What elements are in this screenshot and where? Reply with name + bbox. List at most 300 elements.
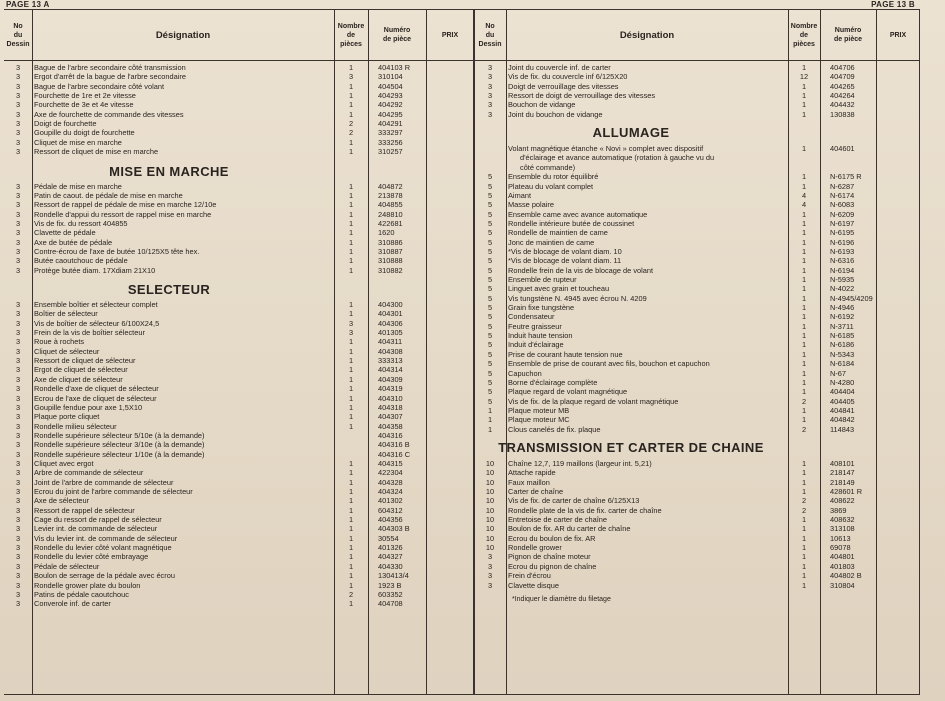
drawing-number-cell: 1 xyxy=(487,424,493,434)
table-row xyxy=(4,534,474,543)
table-row xyxy=(474,543,920,552)
designation-cell: Vis de boîtier de sélecteur 6/100X24,5 xyxy=(34,318,160,328)
part-number-cell: 404356 xyxy=(378,515,403,525)
drawing-number-cell: 3 xyxy=(15,346,21,356)
drawing-number-cell: 3 xyxy=(15,81,21,91)
table-row xyxy=(474,506,920,515)
table-row xyxy=(474,331,920,340)
designation-cell: Vis tungstène N. 4945 avec écrou N. 4209 xyxy=(508,293,647,303)
drawing-number-cell: 5 xyxy=(487,190,493,200)
table-row xyxy=(474,219,920,228)
part-number-cell: N-5343 xyxy=(830,349,855,359)
quantity-cell: 1 xyxy=(348,356,354,366)
table-row xyxy=(4,110,474,119)
designation-cell: Ensemble du rotor équilibré xyxy=(508,172,599,182)
table-row xyxy=(4,337,474,346)
table-row xyxy=(4,450,474,459)
table-row xyxy=(4,459,474,468)
drawing-number-cell: 5 xyxy=(487,237,493,247)
part-number-cell: 401326 xyxy=(378,543,403,553)
designation-cell: Patins de pédale caoutchouc xyxy=(34,589,129,599)
part-number-cell: N-6193 xyxy=(830,246,855,256)
drawing-number-cell: 10 xyxy=(485,468,495,478)
designation-cell: Frein de la vis de boîtier sélecteur xyxy=(34,328,145,338)
designation-cell: Joint du couvercle inf. de carter xyxy=(508,63,611,72)
part-number-cell: 404358 xyxy=(378,421,403,431)
drawing-number-cell: 1 xyxy=(487,415,493,425)
quantity-cell: 1 xyxy=(348,190,354,200)
designation-cell: Aimant xyxy=(508,190,532,200)
table-row xyxy=(4,365,474,374)
quantity-cell: 1 xyxy=(801,524,807,534)
quantity-cell: 1 xyxy=(348,552,354,562)
table-row xyxy=(474,581,920,590)
designation-cell: Joint de l'arbre de commande de sélecteur xyxy=(34,477,174,487)
drawing-number-cell: 3 xyxy=(487,561,493,571)
table-row xyxy=(474,247,920,256)
part-number-cell: 218147 xyxy=(830,468,855,478)
header-no-dessin: No du Dessin xyxy=(478,22,502,48)
right-table-body xyxy=(474,61,920,695)
table-row xyxy=(474,191,920,200)
part-number-cell: N-6197 xyxy=(830,218,855,228)
quantity-cell: 1 xyxy=(801,284,807,294)
designation-cell: Vis de fix. du couvercle inf 6/125X20 xyxy=(508,72,628,82)
quantity-cell: 1 xyxy=(348,599,354,609)
quantity-cell: 1 xyxy=(801,100,807,110)
drawing-number-cell: 5 xyxy=(487,303,493,313)
designation-cell: Ecrou de l'axe de cliquet de sélecteur xyxy=(34,393,157,403)
designation-cell: Cage du ressort de rappel de sélecteur xyxy=(34,515,162,525)
drawing-number-cell: 1 xyxy=(487,405,493,415)
part-number-cell: 30554 xyxy=(378,533,399,543)
header-designation: Désignation xyxy=(155,29,211,41)
drawing-number-cell: 3 xyxy=(15,468,21,478)
designation-cell: Rondelle grower xyxy=(508,543,562,553)
part-number-cell: 130413/4 xyxy=(378,571,409,581)
drawing-number-cell: 3 xyxy=(15,571,21,581)
drawing-number-cell: 3 xyxy=(15,487,21,496)
quantity-cell: 1 xyxy=(348,505,354,515)
part-number-cell: N-6196 xyxy=(830,237,855,247)
part-number-cell: 404308 xyxy=(378,346,403,356)
header-prix: PRIX xyxy=(889,31,907,39)
drawing-number-cell: 5 xyxy=(487,349,493,359)
table-row xyxy=(4,478,474,487)
part-number-cell: 404601 xyxy=(830,144,855,154)
part-number-cell: N-6175 R xyxy=(830,172,862,182)
drawing-number-cell: 3 xyxy=(15,309,21,319)
quantity-cell: 1 xyxy=(801,477,807,487)
designation-cell: Ecrou du joint de l'arbre commande de sélecteur xyxy=(34,487,193,496)
designation-cell: Induit d'éclairage xyxy=(508,340,564,350)
part-number-cell: 404315 xyxy=(378,458,403,468)
drawing-number-cell: 3 xyxy=(487,91,493,101)
drawing-number-cell: 3 xyxy=(15,505,21,515)
drawing-number-cell: 3 xyxy=(15,580,21,590)
drawing-number-cell: 3 xyxy=(15,300,21,309)
part-number-cell: 1923 B xyxy=(378,580,402,590)
table-row xyxy=(4,515,474,524)
table-row xyxy=(474,200,920,209)
table-row xyxy=(4,440,474,449)
drawing-number-cell: 3 xyxy=(15,402,21,412)
designation-cell: Grain fixe tungstène xyxy=(508,303,575,313)
part-number-cell: N-6184 xyxy=(830,359,855,369)
part-number-cell: N-6174 xyxy=(830,190,855,200)
quantity-cell: 1 xyxy=(348,458,354,468)
part-number-cell: 404307 xyxy=(378,412,403,422)
table-row xyxy=(474,378,920,387)
drawing-number-cell: 5 xyxy=(487,312,493,322)
designation-cell: Plaque moteur MB xyxy=(508,405,570,415)
table-row xyxy=(474,459,920,468)
quantity-cell: 1 xyxy=(348,237,354,247)
quantity-cell: 1 xyxy=(348,256,354,266)
quantity-cell: 1 xyxy=(348,477,354,487)
drawing-number-cell: 3 xyxy=(15,365,21,375)
designation-cell: Plaque porte cliquet xyxy=(34,412,100,422)
table-row xyxy=(4,128,474,137)
designation-cell: Linguet avec grain et toucheau xyxy=(508,284,610,294)
section-title: TRANSMISSION ET CARTER DE CHAINE xyxy=(498,439,764,455)
designation-cell: Patin de caout. de pédale de mise en marche xyxy=(34,190,183,200)
part-number-cell: 310257 xyxy=(378,147,403,157)
drawing-number-cell: 5 xyxy=(487,396,493,406)
quantity-cell: 1 xyxy=(801,265,807,275)
section-title: ALLUMAGE xyxy=(592,125,670,141)
part-number-cell: 404801 xyxy=(830,552,855,562)
drawing-number-cell: 3 xyxy=(15,393,21,403)
designation-cell: Contre-écrou de l'axe de butée 10/125X5 tête hex. xyxy=(34,246,200,256)
part-number-cell: 401302 xyxy=(378,496,403,506)
part-number-cell: 69078 xyxy=(830,543,851,553)
table-row xyxy=(474,515,920,524)
part-number-cell: N-3711 xyxy=(830,321,854,331)
drawing-number-cell: 3 xyxy=(15,256,21,266)
table-row xyxy=(4,309,474,318)
quantity-cell: 1 xyxy=(801,237,807,247)
table-row xyxy=(4,562,474,571)
footnote: *Indiquer le diamètre du filetage xyxy=(512,595,611,603)
quantity-cell: 1 xyxy=(801,387,807,397)
table-row xyxy=(474,228,920,237)
designation-cell: Chaîne 12,7, 119 maillons (largeur int. 5,21) xyxy=(508,458,652,468)
quantity-cell: 1 xyxy=(801,312,807,322)
part-number-cell: 310887 xyxy=(378,246,403,256)
table-row xyxy=(4,182,474,191)
part-number-cell: 404265 xyxy=(830,81,855,91)
drawing-number-cell: 3 xyxy=(15,119,21,129)
part-number-cell: 404310 xyxy=(378,393,403,403)
part-number-cell: N-4945/4209 xyxy=(830,293,873,303)
designation-cell: Cliquet de sélecteur xyxy=(34,346,100,356)
designation-cell: Rondelle de maintien de came xyxy=(508,228,608,238)
quantity-cell: 1 xyxy=(801,228,807,238)
part-number-cell: 404291 xyxy=(378,119,403,129)
drawing-number-cell: 10 xyxy=(485,524,495,534)
table-row xyxy=(474,110,920,119)
drawing-number-cell: 5 xyxy=(487,200,493,210)
table-row xyxy=(474,406,920,415)
designation-cell: Pédale de sélecteur xyxy=(34,561,100,571)
designation-cell: Ensemble boîtier et sélecteur complet xyxy=(34,300,158,309)
designation-cell: Fourchette de 1re et 2e vitesse xyxy=(34,91,136,101)
table-row xyxy=(474,312,920,321)
table-row xyxy=(4,394,474,403)
part-number-cell: 404319 xyxy=(378,384,403,394)
drawing-number-cell: 3 xyxy=(487,63,493,72)
table-row xyxy=(474,303,920,312)
designation-cell: Rondelle intérieure butée de coussinet xyxy=(508,218,635,228)
drawing-number-cell: 3 xyxy=(15,209,21,219)
designation-cell: Rondelle du levier côté embrayage xyxy=(34,552,149,562)
designation-cell: Vis du levier int. de commande de sélecteur xyxy=(34,533,178,543)
designation-cell: Ensemble de prise de courant avec fils, bouchon et capuchon xyxy=(508,359,710,369)
part-number-cell: 404300 xyxy=(378,300,403,309)
quantity-cell: 1 xyxy=(801,172,807,182)
table-row xyxy=(474,172,920,181)
drawing-number-cell: 5 xyxy=(487,340,493,350)
drawing-number-cell: 3 xyxy=(15,228,21,238)
part-number-cell: 114843 xyxy=(830,424,855,434)
part-number-cell: 404324 xyxy=(378,487,403,496)
quantity-cell: 1 xyxy=(348,91,354,101)
drawing-number-cell: 3 xyxy=(15,533,21,543)
drawing-number-cell: 5 xyxy=(487,218,493,228)
drawing-number-cell: 3 xyxy=(15,496,21,506)
table-row xyxy=(474,266,920,275)
table-row xyxy=(474,534,920,543)
drawing-number-cell: 3 xyxy=(15,449,21,459)
designation-cell: Rondelle supérieure sélecteur 5/10e (à la demande) xyxy=(34,430,205,440)
quantity-cell: 1 xyxy=(348,571,354,581)
quantity-cell: 2 xyxy=(348,119,354,129)
table-row xyxy=(4,72,474,81)
table-row xyxy=(474,72,920,81)
drawing-number-cell: 3 xyxy=(15,147,21,157)
table-row xyxy=(4,356,474,365)
part-number-cell: 404295 xyxy=(378,109,403,119)
quantity-cell: 1 xyxy=(801,405,807,415)
drawing-number-cell: 5 xyxy=(487,377,493,387)
quantity-cell: 1 xyxy=(801,144,807,154)
quantity-cell: 1 xyxy=(348,384,354,394)
drawing-number-cell: 3 xyxy=(15,458,21,468)
part-number-cell: 428601 R xyxy=(830,487,863,496)
part-number-cell: N-5935 xyxy=(830,275,855,284)
drawing-number-cell: 10 xyxy=(485,477,495,487)
designation-cell: Frein d'écrou xyxy=(508,571,551,581)
designation-cell: Ressort de rappel de pédale de mise en marche 12/10e xyxy=(34,200,217,210)
quantity-cell: 1 xyxy=(801,331,807,341)
quantity-cell: 1 xyxy=(348,265,354,275)
drawing-number-cell: 3 xyxy=(15,91,21,101)
part-number-cell: 333256 xyxy=(378,137,403,147)
table-row xyxy=(4,347,474,356)
part-number-cell: 404405 xyxy=(830,396,855,406)
part-number-cell: N-4022 xyxy=(830,284,855,294)
designation-cell: Bouchon de vidange xyxy=(508,100,576,110)
table-row xyxy=(474,350,920,359)
quantity-cell: 1 xyxy=(348,309,354,319)
designation-cell: Vis de fix. du ressort 404855 xyxy=(34,218,128,228)
table-row xyxy=(4,91,474,100)
quantity-cell: 1 xyxy=(348,137,354,147)
designation-cell: Plateau du volant complet xyxy=(508,181,594,191)
part-number-cell: 310104 xyxy=(378,72,403,82)
quantity-cell: 1 xyxy=(348,515,354,525)
quantity-cell: 1 xyxy=(348,487,354,496)
designation-cell: Cliquet de mise en marche xyxy=(34,137,122,147)
drawing-number-cell: 3 xyxy=(15,63,21,72)
part-number-cell: 404708 xyxy=(378,599,403,609)
table-header xyxy=(474,9,920,61)
quantity-cell: 1 xyxy=(348,524,354,534)
quantity-cell: 1 xyxy=(801,275,807,284)
designation-cell: Boulon de fix. AR du carter de chaîne xyxy=(508,524,631,534)
table-row xyxy=(474,284,920,293)
quantity-cell: 1 xyxy=(801,415,807,425)
table-row xyxy=(474,82,920,91)
drawing-number-cell: 3 xyxy=(487,571,493,581)
drawing-number-cell: 3 xyxy=(487,580,493,590)
designation-cell: Vis de fix. de carter de chaîne 6/125X13 xyxy=(508,496,640,506)
drawing-number-cell: 5 xyxy=(487,293,493,303)
part-number-cell: 130838 xyxy=(830,109,855,119)
table-row xyxy=(4,238,474,247)
drawing-number-cell: 3 xyxy=(487,81,493,91)
quantity-cell: 1 xyxy=(348,421,354,431)
designation-cell: Converole inf. de carter xyxy=(34,599,111,609)
part-number-cell: 404306 xyxy=(378,318,403,328)
part-number-cell: 404706 xyxy=(830,63,855,72)
designation-cell: Condensateur xyxy=(508,312,555,322)
designation-cell: Butée caoutchouc de pédale xyxy=(34,256,128,266)
part-number-cell: 404327 xyxy=(378,552,403,562)
quantity-cell: 1 xyxy=(348,533,354,543)
part-number-cell: 404504 xyxy=(378,81,403,91)
designation-line: Volant magnétique étanche « Novi » complet avec dispositif xyxy=(508,144,704,154)
table-row xyxy=(4,247,474,256)
drawing-number-cell: 5 xyxy=(487,284,493,294)
designation-cell: Rondelle milieu sélecteur xyxy=(34,421,117,431)
header-numero-piece: Numéro de pièce xyxy=(382,27,411,43)
part-number-cell: 310888 xyxy=(378,256,403,266)
designation-cell: *Vis de blocage de volant diam. 11 xyxy=(508,256,622,266)
designation-cell: Goupille fendue pour axe 1,5X10 xyxy=(34,402,143,412)
designation-cell: Carter de chaîne xyxy=(508,487,564,496)
part-number-cell: 404842 xyxy=(830,415,855,425)
quantity-cell: 1 xyxy=(801,515,807,525)
drawing-number-cell: 5 xyxy=(487,331,493,341)
drawing-number-cell: 3 xyxy=(15,440,21,450)
part-number-cell: 404103 R xyxy=(378,63,411,72)
drawing-number-cell: 10 xyxy=(485,487,495,496)
table-row xyxy=(474,397,920,406)
quantity-cell: 1 xyxy=(801,468,807,478)
drawing-number-cell: 10 xyxy=(485,505,495,515)
quantity-cell: 1 xyxy=(801,552,807,562)
quantity-cell: 1 xyxy=(348,228,354,238)
drawing-number-cell: 3 xyxy=(15,181,21,191)
designation-cell: Levier int. de commande de sélecteur xyxy=(34,524,158,534)
quantity-cell: 12 xyxy=(799,72,809,82)
drawing-number-cell: 3 xyxy=(487,100,493,110)
table-row xyxy=(474,425,920,434)
drawing-number-cell: 5 xyxy=(487,359,493,369)
designation-cell: Ergot d'arrêt de la bague de l'arbre secondaire xyxy=(34,72,186,82)
drawing-number-cell: 5 xyxy=(487,246,493,256)
quantity-cell: 1 xyxy=(348,468,354,478)
designation-cell: Capuchon xyxy=(508,368,542,378)
drawing-number-cell: 10 xyxy=(485,533,495,543)
designation-cell: Plaque moteur MC xyxy=(508,415,570,425)
designation-cell: Rondelle d'appui du ressort de rappel mise en marche xyxy=(34,209,212,219)
quantity-cell: 1 xyxy=(348,147,354,157)
designation-cell: Joint du bouchon de vidange xyxy=(508,109,603,119)
quantity-cell: 1 xyxy=(801,561,807,571)
designation-cell: Axe de fourchette de commande des vitesses xyxy=(34,109,184,119)
part-number-cell: 313108 xyxy=(830,524,855,534)
table-row xyxy=(4,543,474,552)
header-prix: PRIX xyxy=(441,31,459,39)
header-nombre-pieces: Nombre de pièces xyxy=(790,22,818,48)
designation-cell: Clavette disque xyxy=(508,580,559,590)
table-row xyxy=(4,191,474,200)
quantity-cell: 1 xyxy=(348,200,354,210)
designation-line: d'éclairage et avance automatique (rotation à gauche vu du xyxy=(520,153,715,163)
table-row xyxy=(474,369,920,378)
part-number-cell: N-67 xyxy=(830,368,847,378)
drawing-number-cell: 3 xyxy=(15,72,21,82)
drawing-number-cell: 3 xyxy=(15,328,21,338)
drawing-number-cell: 3 xyxy=(15,589,21,599)
quantity-cell: 1 xyxy=(801,181,807,191)
designation-cell: Ressort de cliquet de mise en marche xyxy=(34,147,159,157)
table-row xyxy=(4,468,474,477)
drawing-number-cell: 3 xyxy=(15,246,21,256)
table-row xyxy=(4,300,474,309)
table-row xyxy=(4,219,474,228)
drawing-number-cell: 3 xyxy=(15,524,21,534)
drawing-number-cell: 3 xyxy=(15,430,21,440)
designation-cell: Prise de courant haute tension nue xyxy=(508,349,623,359)
quantity-cell: 1 xyxy=(348,393,354,403)
quantity-cell: 1 xyxy=(801,209,807,219)
quantity-cell: 1 xyxy=(348,337,354,347)
designation-cell: Plaque regard de volant magnétique xyxy=(508,387,628,397)
designation-cell: Roue à rochets xyxy=(34,337,85,347)
drawing-number-cell: 3 xyxy=(15,337,21,347)
drawing-number-cell: 3 xyxy=(15,561,21,571)
part-number-cell: 422681 xyxy=(378,218,403,228)
quantity-cell: 2 xyxy=(348,128,354,138)
quantity-cell: 1 xyxy=(801,377,807,387)
part-number-cell: N-6192 xyxy=(830,312,855,322)
designation-cell: Cliquet avec ergot xyxy=(34,458,94,468)
drawing-number-cell: 5 xyxy=(487,321,493,331)
designation-cell: Ecrou du boulon de fix. AR xyxy=(508,533,596,543)
drawing-number-cell: 5 xyxy=(487,275,493,284)
quantity-cell: 1 xyxy=(348,100,354,110)
quantity-cell: 3 xyxy=(348,318,354,328)
designation-cell: Ergot de cliquet de sélecteur xyxy=(34,365,128,375)
left-parts-table xyxy=(4,9,474,695)
quantity-cell: 1 xyxy=(348,412,354,422)
drawing-number-cell: 3 xyxy=(15,265,21,275)
table-row xyxy=(474,182,920,191)
